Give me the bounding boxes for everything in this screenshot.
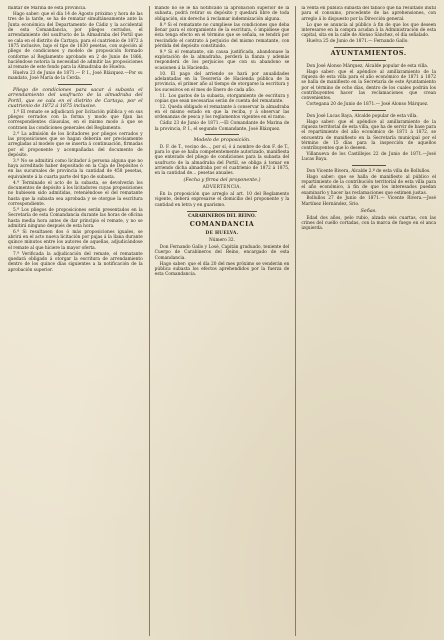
divider: [58, 84, 92, 85]
paragraph: Hago saber: que el día 20 del mes próximo se venderán en pública subasta los efectos aprehendidos por la fuerza de esta Comandancia.: [154, 261, 290, 278]
paragraph: Hago saber: que el apéndice al amillaramiento de la riqueza de esta villa para el año económico de 1871 á 1872 se halla de manifiesto en la Secretaría de este Ayuntamiento por el término de ocho días, dentro de los cuales podrán los contribuyentes hacer las reclamaciones que crean convenientes.: [301, 69, 437, 102]
ayuntamientos-heading: AYUNTAMIENTOS.: [330, 49, 407, 58]
signature-line: Bollullos 27 de Junio de 1871.— Vicente Rivera.—José Martínez Hernández, Srio.: [301, 196, 437, 207]
signature-line: Cortegana 20 de Junio de 1871.— José Alonso Márquez.: [306, 102, 429, 108]
column-right: [295, 6, 436, 636]
divider: [352, 165, 386, 166]
paragraph: Hago saber: que el día 14 de Agosto próximo y hora de las tres de la tarde, se ha de rematar simultáneamente ante la Junta económica del Departamento de Cádiz y la accidental de esta Comandancia, por pliegos cerrados, el arrendamiento del usufructo de la Almadraba del Portil que se cala en el distrito de Cartaya, para el cuatrienio de 1872 á 1875 inclusive, bajo el tipo de 1830 pesetas, con sujeción al pliego de condiciones y modelo de proposición formado conforme al Reglamento aprobado en 2 de Junio de 1866, haciéndose notoria la necesidad de admitir las proposiciones al remate de este fondo para la Almadraba de Huelva.: [8, 11, 143, 71]
section-title: Pliego de condiciones para sacar á subasta el arrendamiento del usufructo de la almadraba del Portil, que se cala en el distrito de Cartaya, por el cuatrienio de 1872 á 1875 inclusive.: [8, 87, 143, 109]
paragraph: Hago saber: que el apéndice al amillaramiento de la riqueza territorial de esta villa, que ha de servir de base para el repartimiento del año económico de 1871 á 1872, se encuentra de manifiesto en la Secretaría municipal por el término de 15 días para la inspección de aquellos contribuyentes que lo deseen.: [301, 119, 437, 152]
comandancia-location: DE HUELVA.: [205, 230, 239, 236]
condition-paragraph: 9.ª Si el rematante, sin causa justificada, abandonase la explotación de la almadraba, perderá la fianza y además responderá de los perjuicios que con su abandono se ocasionen á la Hacienda.: [154, 49, 290, 71]
signature-line: Villanueva de los Castillejos 22 de Junio de 1871.—José Lucas Baya.: [301, 152, 437, 163]
signature-line: Huelva 25 de Junio de 1871.— Fernando Gallo.: [306, 39, 409, 45]
paragraph: mando no se le ha notificado la aprobación superior de la subasta, podrá retirar su depósito y quedará libre de toda obligación, sin derecho á reclamar indemnización alguna.: [154, 6, 290, 22]
condition-paragraph: 1.ª El remate se adjudicará por licitación pública y en sus pliegos cerrados con la forma y modo que fijan las correspondientes cláusulas, en el mismo modo á que se contraen las condiciones generales del Reglamento.: [8, 109, 143, 131]
paragraph: Don José Lucas Baya, Alcalde popular de esta villa.: [306, 113, 418, 119]
condition-paragraph: 10. El pago del arriendo se hará por anualidades adelantadas en la Tesorería de Hacienda pública de la provincia, el primer año al tiempo de otorgarse la escritura y los sucesivos en el mes de Enero de cada año.: [154, 71, 290, 93]
condition-paragraph: 5.ª Los pliegos de proposiciones serán presentados en la Secretaría de esta Comandancia durante las horas de oficina hasta media hora antes de dar principio el remate, y no se admitirá ninguno después de esta hora.: [8, 207, 143, 229]
paragraph: Don José Alonso Márquez, Alcalde popular de esta villa.: [306, 63, 429, 69]
senas-heading: Señas.: [360, 208, 377, 214]
condition-paragraph: 6.ª Si resultasen dos ó más proposiciones iguales, se abrirá en el acto nueva licitación por pujas á la llana durante quince minutos entre los autores de aquellas, adjudicándose el remate al que hiciere la mayor oferta.: [8, 229, 143, 251]
condition-paragraph: 11. Los gastos de la subasta, otorgamiento de escritura y copias que sean necesarias serán de cuenta del rematante.: [154, 93, 290, 104]
condition-paragraph: 4.ª Terminado el acto de la subasta, se devolverán los documentos de depósito á los licitadores cuyas proposiciones no hubiesen sido admitidas, reteniéndose el del rematante hasta que la subasta sea aprobada y se otorgue la escritura correspondiente.: [8, 180, 143, 208]
paragraph: Don Fernando Gallo y Losé, Capitán graduado, teniente del Cuerpo de Carabineros del Reino, encargado de esta Comandancia.: [154, 245, 290, 261]
advertencia-heading: ADVERTENCIA.: [202, 185, 242, 191]
divider: [334, 47, 404, 48]
paragraph: En la proposición que arreglo al art. 10 del Reglamento vigente, deberá expresarse el domicilio del proponente y la cantidad en letra y en guarismo.: [154, 192, 290, 208]
model-title: Modelo de proposición.: [193, 137, 251, 143]
condition-paragraph: 8.ª Si el rematante no cumpliese las condiciones que deba llenar para el otorgamiento de la escritura, ó impidiese que ésta tenga efecto en el término que se señala, se tendrá por rescindido el contrato á perjuicio del mismo rematante, con pérdida del depósito constituido.: [154, 22, 290, 49]
date-signature-note: (Fecha y firma del proponente.): [183, 178, 261, 184]
comandancia-heading: COMANDANCIA: [189, 220, 255, 229]
divider: [187, 211, 257, 212]
condition-paragraph: 3.ª No se admitirá como licitador á persona alguna que no haya acreditado haber depositado en la Caja de Depósitos ó en las sucursales de provincia la cantidad de 458 pesetas, equivalente á la cuarta parte del tipo de subasta.: [8, 158, 143, 180]
paragraph: militar de Marina de esta provincia.: [8, 6, 87, 11]
divider: [352, 110, 386, 111]
divider: [352, 60, 386, 61]
paragraph: Lo que se anuncia al público á fin de que los que deseen interesarse en la compra acudan á la Administración de esta capital, sita en la calle de Alonso Sánchez, el día señalado.: [301, 22, 437, 39]
notice-number: Número 32.: [209, 238, 235, 244]
paragraph: D. F. de T., vecino de…, por sí, ó á nombre de don F. de T., para lo que se halla competentemente autorizado, manifiesta que enterado del pliego de condiciones para la subasta del usufructo de la almadraba del Portil, se obliga á tomar en arriendo dicha almadraba por el cuatrienio de 1872 á 1875, en la cantidad de… pesetas anuales.: [154, 144, 290, 177]
column-left: [8, 6, 143, 636]
condition-paragraph: 2.ª La admisión de los licitadores por pliegos cerrados y las proposiciones que se hagan deberán ser precisamente arregladas al modelo que se inserta á continuación, firmadas por el proponente y acompañadas del documento de depósito.: [8, 131, 143, 158]
paragraph: Edad dos años, pelo rubio, alzada seis cuartas, con las crines del cuello cortadas, con la marca de fuego en el anca izquierda.: [301, 215, 437, 232]
section-heading: CARABINEROS DEL REINO.: [188, 214, 256, 220]
condition-paragraph: 12. Queda obligado el rematante á conservar la almadraba en el mismo estado en que la reciba, y á observar las ordenanzas de pesca y los reglamentos vigentes en el ramo.: [154, 104, 290, 121]
signature-line: Cádiz 23 de Junio de 1871.—El Comandante de Marina de la provincia, P. I., el segundo Comandante, José Blázquez.: [154, 121, 290, 132]
paragraph: Hago saber: que se halla de manifiesto al público el repartimiento de la contribución territorial de esta villa para el año económico, á fin de que los interesados puedan examinarlo y hacer las reclamaciones que estimen justas.: [301, 174, 437, 196]
signature-line: Huelva 23 de Junio de 1871.— P. I., José Blázquez.—Por su mandato, José María de la Cerda.: [8, 71, 143, 82]
paragraph: Don Vicente Rivera, Alcalde 2.º de esta villa de Bollullos.: [306, 168, 431, 174]
paragraph: la venta en pública subasta del tabaco que ha resultado inútil para el consumo, procedente de las aprehensiones, con arreglo á lo dispuesto por la Dirección general.: [301, 6, 437, 22]
divider: [205, 134, 239, 135]
column-middle: [149, 6, 290, 636]
condition-paragraph: 7.ª Verificada la adjudicación del remate, el rematante quedará obligado á otorgar la escritura de arrendamiento dentro de los quince días siguientes a la notificación de la aprobación superior.: [8, 251, 143, 273]
